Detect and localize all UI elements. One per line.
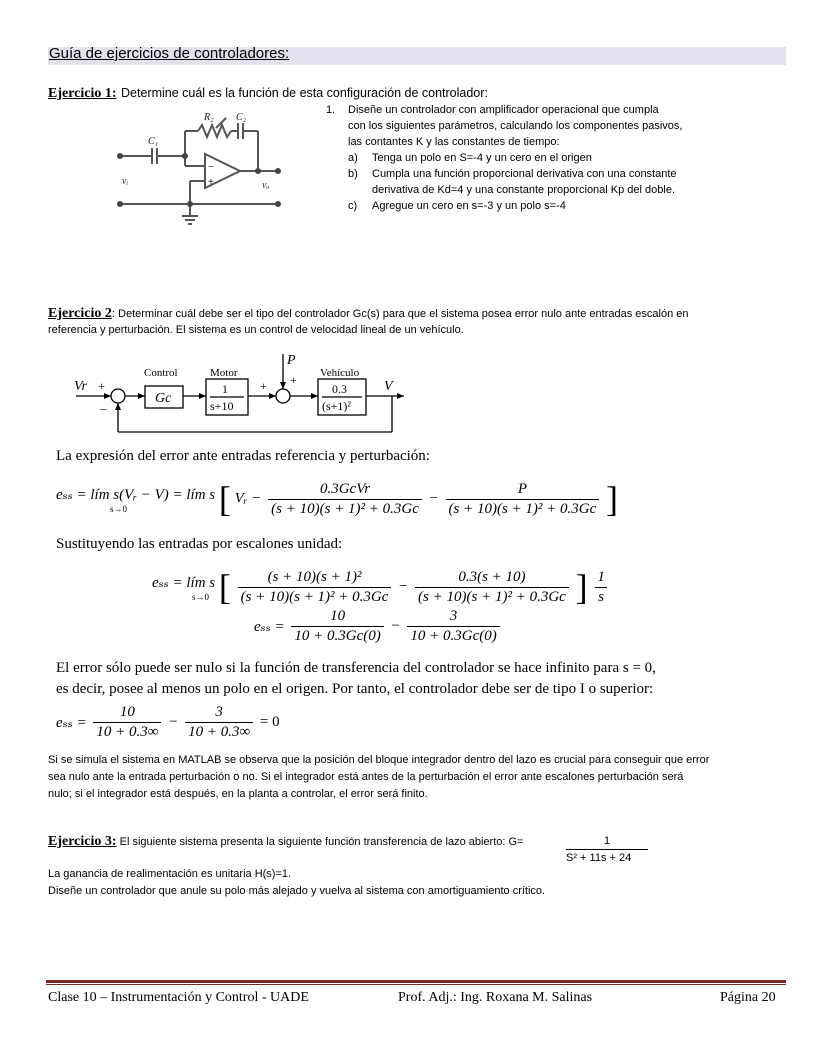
ex2-prompt-1: : Determinar cuál debe ser el tipo del controlador Gc(s) para que el sistema posea error nulo ante entradas escalón en (111, 308, 689, 320)
bd-v: V (384, 379, 393, 394)
ex3-g-num: 1 (566, 834, 648, 850)
matlab-3: nulo; si el integrador está después, en la planta a controlar, el error será finito. (48, 788, 428, 800)
bd-plus-2: + (260, 379, 267, 393)
ex2-heading: Ejercicio 2 (48, 306, 112, 321)
eq4-f1-num: 10 (119, 704, 135, 720)
opamp-minus: − (208, 162, 214, 173)
matlab-paragraph (48, 752, 788, 803)
eq1: eₛₛ = lím s(Vᵣ − V) = lím s s→0 [ Vᵣ − $\frac{\text{0.3GcVr}}{\text{(s + 10)(s + 1)² + 0.3Gc}}$ − $\frac{P}{\text{(s + 10)(s + 1)² + 0.3Gc}}$ ] (56, 479, 619, 519)
ex1-subitem-c: c) Agregue un cero en s=-3 y un polo s=-4 (348, 200, 566, 212)
matlab-1: Si se simula el sistema en MATLAB se observa que la posición del bloque integrador dentro del lazo es crucial para conseguir que error (48, 754, 710, 766)
bd-motor-label: Motor (210, 367, 238, 379)
text-sustituyendo: Sustituyendo las entradas por escalones unidad: (56, 536, 343, 552)
ex3-line-3: Diseñe un controlador que anule su polo más alejado y vuelva al sistema con amortiguamiento crítico. (48, 885, 546, 897)
bd-plus-1: + (98, 379, 105, 393)
eq2-f1-den: (s + 10)(s + 1)² + 0.3Gc (238, 587, 392, 606)
ex1-heading-line (48, 84, 488, 102)
block-diagram (70, 350, 410, 436)
eq4-rhs: = 0 (259, 714, 280, 730)
matlab-2: sea nulo ante la entrada perturbación o no. Si el integrador está antes de la perturbación el error ante escalones perturbación será (48, 771, 684, 783)
bd-p: P (287, 353, 296, 368)
label-c1: C₁ (148, 136, 159, 147)
label-r2: R₂ (204, 112, 214, 123)
opamp-plus: + (208, 177, 214, 188)
eq1-lhs: eₛₛ = lím s(Vᵣ − V) = lím s (56, 486, 216, 503)
bd-motor-num: 1 (222, 382, 228, 396)
eq3-lhs: eₛₛ = (254, 619, 285, 635)
bd-plus-3: + (290, 373, 297, 387)
eq2: eₛₛ = lím s s→0 [ $\frac{\text{(s + 10)(s + 1)²}}{\text{(s + 10)(s + 1)² + 0.3Gc}}$ − $\frac{0.3(s + 10)}{\text{(s + 10)(s + 1)² + 0.3Gc}}$ ] $\frac{1}{s}$ (152, 566, 611, 608)
eq1-sub: s→0 (110, 503, 128, 514)
footer-left: Clase 10 – Instrumentación y Control - UADE (48, 990, 309, 1005)
footer-rule (46, 980, 786, 983)
footer-center: Prof. Adj.: Ing. Roxana M. Salinas (398, 990, 593, 1005)
eq1-f2-den: (s + 10)(s + 1)² + 0.3Gc (446, 499, 600, 518)
ex3-heading-line (48, 834, 523, 850)
footer-page-number: Página 20 (720, 990, 776, 1005)
eq2-lhs: eₛₛ = lím s (152, 574, 216, 591)
ex1-prompt: Determine cuál es la función de esta configuración de controlador: (121, 86, 488, 100)
footer-rule-thin (46, 984, 786, 985)
ex1-subitem-a: a) Tenga un polo en S=-4 y un cero en el origen (348, 152, 592, 164)
eq2-sub: s→0 (192, 591, 210, 602)
ex3-g-den: S² + 11s + 24 (566, 852, 632, 864)
ex1-subitem-b-cont: derivativa de Kd=4 y una constante proporcional Kp del doble. (372, 184, 676, 196)
eq3: eₛₛ = $\frac{10}{10 + 0.3Gc(0)}$ − $\frac{3}{10 + 0.3Gc(0)}$ (254, 608, 503, 645)
bd-control-label: Control (144, 367, 178, 379)
eq4-f1-den: 10 + 0.3∞ (93, 722, 161, 741)
eq1-t1: Vᵣ − (234, 490, 262, 507)
ex1-item-1: 1. Diseñe un controlador con amplificador operacional que cumpla con los siguientes parámetros, calculando los componentes pasivos, las contantes K y las constantes de tiempo: a) Tenga un polo en S=-4 y un cero en el origen b) Cumpla una función proporcional derivativa con una constante derivativa de Kd=4 y una constante proporcional Kp del doble. c) Agregue un cero en s=-3 y un polo s=-4 (326, 102, 726, 214)
text-error-expr: La expresión del error ante entradas referencia y perturbación: (56, 448, 430, 464)
eq3-f1-den: 10 + 0.3Gc(0) (291, 626, 383, 645)
ex1-heading: Ejercicio 1: (48, 86, 117, 101)
eq4-f2-num: 3 (215, 704, 223, 720)
eq2-f2-den: (s + 10)(s + 1)² + 0.3Gc (415, 587, 569, 606)
ex1-items (326, 102, 726, 214)
ex3-lines (48, 866, 545, 900)
bd-motor-den: s+10 (210, 399, 234, 413)
ex2-prompt-block (48, 306, 788, 338)
eq2-f1-num: (s + 10)(s + 1)² (267, 568, 362, 585)
eq2-f3-den: s (595, 587, 607, 606)
bd-vehicle-num: 0.3 (332, 382, 347, 396)
eq1-f2-num: P (517, 480, 527, 497)
bd-vehicle-label: Vehículo (320, 367, 360, 379)
eq4-f2-den: 10 + 0.3∞ (185, 722, 253, 741)
eq1-f1-num: 0.3GcVr (319, 480, 371, 497)
ex1-subitem-b: b) Cumpla una función proporcional derivativa con una constante (348, 168, 677, 180)
bd-vr: Vr (74, 379, 87, 394)
eq1-f1-den: (s + 10)(s + 1)² + 0.3Gc (268, 499, 422, 518)
label-c2: C₂ (236, 112, 247, 123)
bd-vehicle-den: (s+1)² (322, 399, 352, 413)
eq2-f3-num: 1 (597, 568, 605, 585)
eq4: eₛₛ = $\frac{10}{10 + 0.3\infty}$ − $\frac{3}{10 + 0.3\infty}$ = 0 (56, 704, 280, 740)
bd-gc: Gc (155, 391, 172, 406)
eq3-f2-den: 10 + 0.3Gc(0) (407, 626, 499, 645)
eq4-lhs: eₛₛ = (56, 715, 87, 731)
page-title: Guía de ejercicios de controladores: (49, 45, 290, 62)
text-nulo-2: es decir, posee al menos un polo en el origen. Por tanto, el controlador debe ser de tipo I o superior: (56, 681, 654, 697)
opamp-circuit (110, 106, 290, 232)
ex3-heading: Ejercicio 3: (48, 834, 117, 849)
text-nulo (56, 658, 796, 700)
text-nulo-1: El error sólo puede ser nulo si la función de transferencia del controlador se hace infinito para s = 0, (56, 660, 656, 676)
label-vi: vᵢ (122, 176, 129, 187)
ex3-prompt: El siguiente sistema presenta la siguiente función transferencia de lazo abierto: G= (119, 836, 524, 848)
bd-minus: − (100, 402, 108, 417)
label-vo: vₒ (262, 180, 270, 191)
eq3-f2-num: 3 (449, 608, 458, 624)
eq3-f1-num: 10 (330, 608, 346, 624)
ex3-line-2: La ganancia de realimentación es unitaria H(s)=1. (48, 868, 292, 880)
eq2-f2-num: 0.3(s + 10) (458, 568, 526, 585)
ex2-prompt-2: referencia y perturbación. El sistema es un control de velocidad lineal de un vehículo. (48, 324, 464, 336)
